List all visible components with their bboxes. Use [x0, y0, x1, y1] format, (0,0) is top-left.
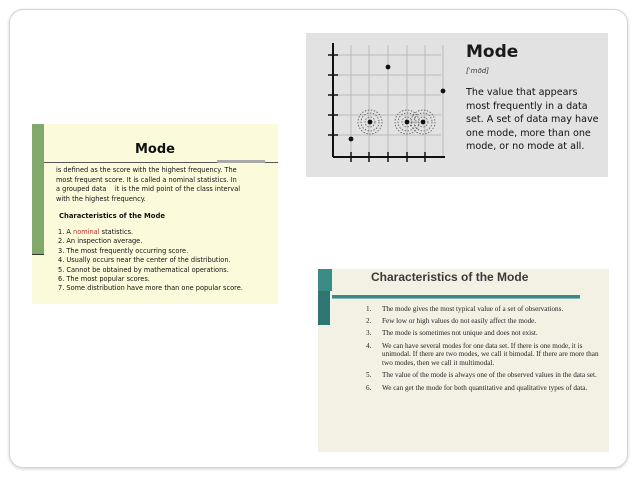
- definition-line: most frequent score. It is called a nominal statistics. In: [56, 175, 237, 184]
- dictionary-definition: The value that appears most frequently in a data set. A set of data may have one mode, more than one mode, or no mode at all.: [466, 87, 599, 152]
- item-text: A: [66, 228, 74, 236]
- item-number: 1.: [366, 305, 372, 313]
- list-item: [58, 266, 274, 275]
- characteristics-heading: Characteristics of the Mode: [59, 212, 165, 220]
- characteristics-list: [58, 228, 274, 294]
- characteristics-list: [366, 305, 604, 396]
- list-item: [366, 305, 604, 314]
- list-item: [366, 317, 604, 326]
- item-text: The most popular scores.: [66, 275, 150, 284]
- dictionary-title: Mode: [466, 42, 519, 62]
- item-text: We can have several modes for one data set. If there is one mode, it is unimodal. If there are two modes, we call it bimodal. If there are more than two modes, then we call it multimodal.: [382, 341, 599, 368]
- item-number: 4.: [58, 256, 65, 265]
- item-text: The most frequently occurring score.: [64, 246, 189, 255]
- item-number: 2.: [58, 237, 65, 246]
- pronunciation: [ˈmōd]: [466, 67, 489, 75]
- list-item: [366, 384, 604, 393]
- highlighted-term: nominal: [73, 228, 100, 236]
- title-rule-accent: [217, 160, 265, 163]
- title-rule-thin: [332, 298, 580, 299]
- card-accent-bar-top: [318, 269, 332, 291]
- mode-definition-card: [32, 124, 278, 304]
- item-text: Usually occurs near the center of the distribution.: [66, 256, 231, 265]
- card-accent-divider: [32, 254, 44, 255]
- list-item: [58, 256, 274, 265]
- mode-characteristics-card: [318, 269, 609, 452]
- card-title: Characteristics of the Mode: [371, 270, 529, 284]
- item-number: 6.: [366, 383, 372, 392]
- item-text: Cannot be obtained by mathematical operations.: [66, 265, 229, 274]
- item-text: The value of the mode is always one of the observed values in the data set.: [382, 371, 597, 380]
- mode-grid-illustration: [321, 41, 447, 169]
- item-text: statistics.: [99, 228, 134, 236]
- list-item: [58, 247, 274, 256]
- item-number: 7.: [58, 284, 65, 293]
- item-text: Few low or high values do not easily affect the mode.: [382, 317, 537, 326]
- item-text: We can get the mode for both quantitative and qualitative types of data.: [382, 383, 588, 392]
- list-item: [366, 371, 604, 380]
- list-item: [58, 275, 274, 284]
- list-item: [366, 329, 604, 338]
- item-number: 5.: [366, 371, 372, 380]
- item-number: 2.: [366, 317, 372, 326]
- item-text: An inspection average.: [66, 237, 143, 246]
- item-number: 3.: [366, 329, 372, 338]
- list-item: [366, 342, 604, 368]
- definition-line: is defined as the score with the highest frequency. The: [56, 166, 237, 174]
- item-text: The mode gives the most typical value of a set of observations.: [382, 305, 564, 313]
- list-item: [58, 228, 274, 237]
- definition-line: a grouped data it is the mid point of the class interval: [56, 185, 241, 194]
- item-text: The mode is sometimes not unique and does not exist.: [382, 329, 538, 338]
- definition-line: with the highest frequency.: [56, 194, 146, 203]
- definition-text: [56, 166, 272, 204]
- item-text: Some distribution have more than one popular score.: [66, 284, 243, 293]
- item-number: 1.: [58, 228, 65, 236]
- mode-dictionary-card: [306, 33, 608, 177]
- item-number: 5.: [58, 265, 65, 274]
- list-item: [58, 284, 274, 293]
- item-number: 6.: [58, 275, 65, 284]
- list-item: [58, 237, 274, 246]
- item-number: 4.: [366, 341, 372, 350]
- card-title: Mode: [135, 142, 175, 157]
- item-number: 3.: [58, 246, 65, 255]
